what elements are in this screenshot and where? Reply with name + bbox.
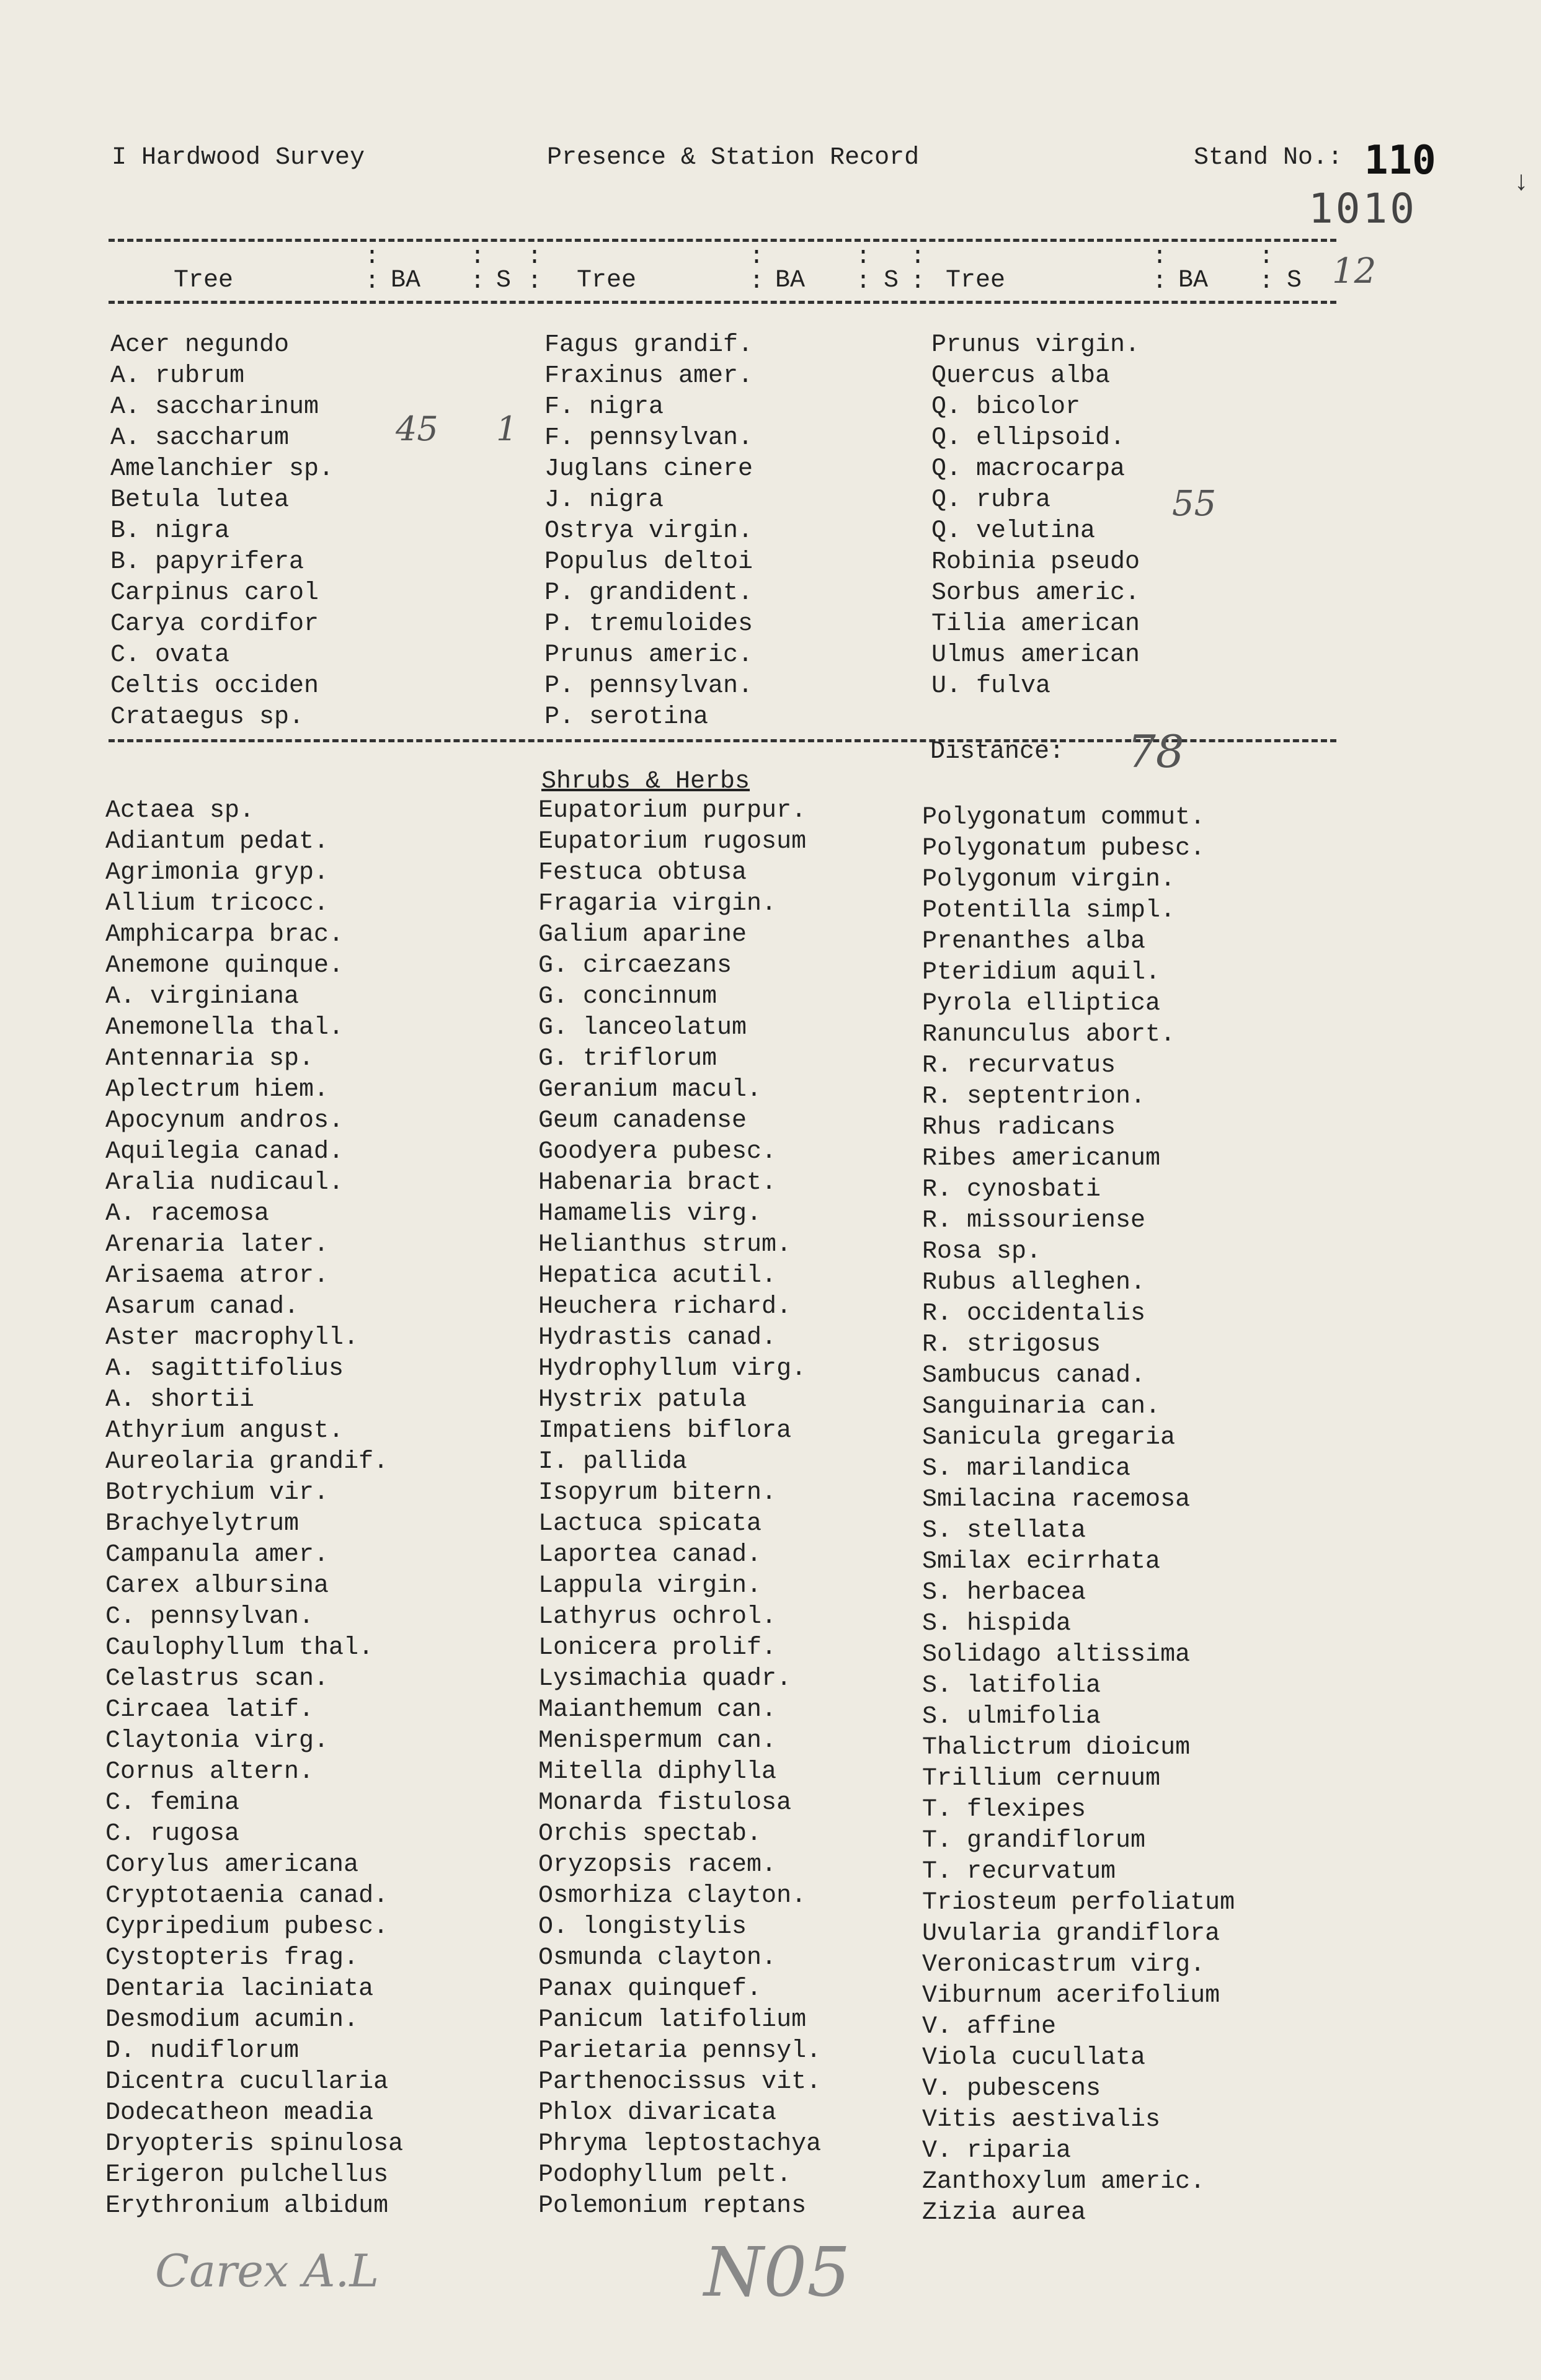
species-entry: G. concinnum <box>538 983 717 1011</box>
s-column-header-3: S <box>1287 267 1302 295</box>
species-entry: Fraxinus amer. <box>544 362 753 390</box>
species-entry: F. pennsylvan. <box>544 424 753 452</box>
species-entry: Sambucus canad. <box>922 1362 1146 1390</box>
species-entry: C. pennsylvan. <box>105 1603 314 1631</box>
species-entry: A. saccharum <box>110 424 290 452</box>
species-entry: Q. ellipsoid. <box>931 424 1126 452</box>
species-entry: Carya cordifor <box>110 610 319 638</box>
species-entry: Acer negundo <box>110 331 290 359</box>
species-entry: Agrimonia gryp. <box>105 859 329 887</box>
species-entry: A. saccharinum <box>110 393 319 421</box>
distance-label: Distance: <box>930 738 1065 766</box>
species-entry: Q. macrocarpa <box>931 455 1126 483</box>
species-entry: Eupatorium rugosum <box>538 828 807 856</box>
species-entry: B. nigra <box>110 517 230 545</box>
column-separator: : : <box>470 243 486 296</box>
survey-title: I Hardwood Survey <box>112 144 365 172</box>
handwritten-bottom-note: Carex A.L <box>155 2245 380 2297</box>
species-entry: Festuca obtusa <box>538 859 747 887</box>
species-entry: Adiantum pedat. <box>105 828 329 856</box>
species-entry: Ribes americanum <box>922 1145 1161 1173</box>
species-entry: Prenanthes alba <box>922 928 1146 956</box>
species-entry: Circaea latif. <box>105 1696 314 1724</box>
species-entry: Polemonium reptans <box>538 2192 807 2220</box>
species-entry: Aquilegia canad. <box>105 1138 344 1166</box>
species-entry: Uvularia grandiflora <box>922 1920 1220 1948</box>
species-entry: Ranunculus abort. <box>922 1021 1176 1049</box>
species-entry: Ostrya virgin. <box>544 517 753 545</box>
species-entry: Cornus altern. <box>105 1758 314 1786</box>
species-entry: R. missouriense <box>922 1207 1146 1235</box>
species-entry: Veronicastrum virg. <box>922 1951 1206 1979</box>
species-entry: Impatiens biflora <box>538 1417 792 1445</box>
species-entry: Sorbus americ. <box>931 579 1140 607</box>
species-entry: Aster macrophyll. <box>105 1324 359 1352</box>
species-entry: Anemonella thal. <box>105 1014 344 1042</box>
species-entry: T. grandiflorum <box>922 1827 1146 1855</box>
species-entry: Geranium macul. <box>538 1076 762 1104</box>
species-entry: Tilia american <box>931 610 1140 638</box>
species-entry: Lonicera prolif. <box>538 1634 777 1662</box>
species-entry: Parthenocissus vit. <box>538 2068 822 2096</box>
species-entry: Aralia nudicaul. <box>105 1169 344 1197</box>
species-entry: Thalictrum dioicum <box>922 1734 1191 1762</box>
stand-label: Stand No.: <box>1194 144 1343 172</box>
species-entry: Corylus americana <box>105 1851 359 1879</box>
species-entry: D. nudiflorum <box>105 2037 300 2065</box>
species-entry: Goodyera pubesc. <box>538 1138 777 1166</box>
species-entry: Q. rubra <box>931 486 1051 514</box>
species-entry: P. grandident. <box>544 579 753 607</box>
species-entry: Phryma leptostachya <box>538 2130 822 2158</box>
species-entry: V. affine <box>922 2013 1057 2041</box>
species-entry: Celtis occiden <box>110 672 319 700</box>
s-column-header-2: S <box>884 267 899 295</box>
species-entry: Dicentra cucullaria <box>105 2068 389 2096</box>
species-entry: Ulmus american <box>931 641 1140 669</box>
species-entry: Sanicula gregaria <box>922 1424 1176 1452</box>
column-separator: : : <box>856 243 871 296</box>
species-entry: V. pubescens <box>922 2075 1101 2103</box>
species-entry: Eupatorium purpur. <box>538 797 807 825</box>
shrubs-herbs-heading: Shrubs & Herbs <box>541 768 750 796</box>
handwritten-s-value: 1 <box>496 409 518 448</box>
species-entry: Dryopteris spinulosa <box>105 2130 404 2158</box>
species-entry: P. tremuloides <box>544 610 753 638</box>
species-entry: A. rubrum <box>110 362 245 390</box>
species-entry: Laportea canad. <box>538 1541 762 1569</box>
record-title: Presence & Station Record <box>547 144 920 172</box>
species-entry: Panicum latifolium <box>538 2006 807 2034</box>
species-entry: Pyrola elliptica <box>922 990 1161 1018</box>
column-separator: : : <box>910 243 926 296</box>
species-entry: Robinia pseudo <box>931 548 1140 576</box>
species-entry: Juglans cinere <box>544 455 753 483</box>
stamp-number: 1010 <box>1308 185 1417 233</box>
handwritten-distance-value: 78 <box>1127 726 1184 778</box>
stand-number: 110 <box>1364 138 1436 184</box>
species-entry: A. virginiana <box>105 983 300 1011</box>
species-entry: C. ovata <box>110 641 230 669</box>
species-entry: Amphicarpa brac. <box>105 921 344 949</box>
species-entry: Isopyrum bitern. <box>538 1479 777 1507</box>
species-entry: Erythronium albidum <box>105 2192 389 2220</box>
species-entry: Asarum canad. <box>105 1293 300 1321</box>
species-entry: Panax quinquef. <box>538 1975 762 2003</box>
herb-list-col-3 <box>922 802 1235 2229</box>
species-entry: Vitis aestivalis <box>922 2106 1161 2134</box>
species-entry: A. racemosa <box>105 1200 270 1228</box>
handwritten-margin-number: 12 <box>1332 251 1377 291</box>
species-entry: Rosa sp. <box>922 1238 1042 1266</box>
species-entry: Trillium cernuum <box>922 1765 1161 1793</box>
tree-list-col-1 <box>110 330 334 733</box>
column-separator: : : <box>1152 243 1168 296</box>
species-entry: G. triflorum <box>538 1045 717 1073</box>
species-entry: Aplectrum hiem. <box>105 1076 329 1104</box>
species-entry: I. pallida <box>538 1448 688 1476</box>
species-entry: S. hispida <box>922 1610 1072 1638</box>
s-column-header-1: S <box>496 267 512 295</box>
species-entry: Sanguinaria can. <box>922 1393 1161 1421</box>
species-entry: Geum canadense <box>538 1107 747 1135</box>
species-entry: Osmorhiza clayton. <box>538 1882 807 1910</box>
species-entry: Oryzopsis racem. <box>538 1851 777 1879</box>
species-entry: Carpinus carol <box>110 579 319 607</box>
species-entry: Campanula amer. <box>105 1541 329 1569</box>
species-entry: Lappula virgin. <box>538 1572 762 1600</box>
species-entry: Arenaria later. <box>105 1231 329 1259</box>
species-entry: Pteridium aquil. <box>922 959 1161 987</box>
ba-column-header-1: BA <box>391 267 421 295</box>
species-entry: Heuchera richard. <box>538 1293 792 1321</box>
species-entry: Zizia aurea <box>922 2199 1086 2227</box>
species-entry: V. riparia <box>922 2137 1072 2165</box>
tree-list-col-2 <box>544 330 753 733</box>
species-entry: Phlox divaricata <box>538 2099 777 2127</box>
species-entry: Apocynum andros. <box>105 1107 344 1135</box>
species-entry: Actaea sp. <box>105 797 255 825</box>
herb-list-col-1 <box>105 796 403 2222</box>
species-entry: Erigeron pulchellus <box>105 2161 389 2189</box>
species-entry: A. shortii <box>105 1386 255 1414</box>
species-entry: Dodecatheon meadia <box>105 2099 374 2127</box>
species-entry: B. papyrifera <box>110 548 304 576</box>
species-entry: Smilacina racemosa <box>922 1486 1191 1514</box>
species-entry: S. ulmifolia <box>922 1703 1101 1731</box>
handwritten-ba-value: 45 <box>396 409 438 448</box>
dashed-rule-header <box>109 301 1336 304</box>
species-entry: Parietaria pennsyl. <box>538 2037 822 2065</box>
species-entry: Hepatica acutil. <box>538 1262 777 1290</box>
species-entry: Caulophyllum thal. <box>105 1634 374 1662</box>
species-entry: Mitella diphylla <box>538 1758 777 1786</box>
species-entry: R. strigosus <box>922 1331 1101 1359</box>
species-entry: Rubus alleghen. <box>922 1269 1146 1297</box>
margin-tick-mark: ↓ <box>1513 167 1530 198</box>
species-entry: Cryptotaenia canad. <box>105 1882 389 1910</box>
species-entry: Prunus americ. <box>544 641 753 669</box>
species-entry: Monarda fistulosa <box>538 1789 792 1817</box>
species-entry: Potentilla simpl. <box>922 897 1176 925</box>
species-entry: Aureolaria grandif. <box>105 1448 389 1476</box>
handwritten-bottom-mark: N05 <box>704 2232 851 2312</box>
species-entry: Desmodium acumin. <box>105 2006 359 2034</box>
species-entry: Maianthemum can. <box>538 1696 777 1724</box>
ba-column-header-2: BA <box>775 267 806 295</box>
species-entry: Anemone quinque. <box>105 952 344 980</box>
species-entry: Polygonum virgin. <box>922 866 1176 894</box>
ba-column-header-3: BA <box>1178 267 1209 295</box>
tree-column-header-3: Tree <box>946 267 1006 295</box>
species-entry: Prunus virgin. <box>931 331 1140 359</box>
species-entry: R. occidentalis <box>922 1300 1146 1328</box>
species-entry: R. cynosbati <box>922 1176 1101 1204</box>
species-entry: T. flexipes <box>922 1796 1086 1824</box>
species-entry: S. marilandica <box>922 1455 1131 1483</box>
species-entry: O. longistylis <box>538 1913 747 1941</box>
species-entry: S. latifolia <box>922 1672 1101 1700</box>
species-entry: Q. velutina <box>931 517 1096 545</box>
species-entry: Brachyelytrum <box>105 1510 300 1538</box>
species-entry: Menispermum can. <box>538 1727 777 1755</box>
species-entry: Rhus radicans <box>922 1114 1116 1142</box>
species-entry: Fagus grandif. <box>544 331 753 359</box>
species-entry: Allium tricocc. <box>105 890 329 918</box>
species-entry: U. fulva <box>931 672 1051 700</box>
species-entry: R. septentrion. <box>922 1083 1146 1111</box>
handwritten-ba-value-rubra: 55 <box>1172 484 1217 524</box>
species-entry: Lysimachia quadr. <box>538 1665 792 1693</box>
species-entry: S. stellata <box>922 1517 1086 1545</box>
tree-column-header-2: Tree <box>577 267 637 295</box>
column-separator: : : <box>527 243 543 296</box>
species-entry: P. pennsylvan. <box>544 672 753 700</box>
species-entry: Claytonia virg. <box>105 1727 329 1755</box>
tree-column-header-1: Tree <box>174 267 234 295</box>
species-entry: Amelanchier sp. <box>110 455 334 483</box>
species-entry: Hydrastis canad. <box>538 1324 777 1352</box>
species-entry: Habenaria bract. <box>538 1169 777 1197</box>
species-entry: Galium aparine <box>538 921 747 949</box>
species-entry: Cystopteris frag. <box>105 1944 359 1972</box>
species-entry: R. recurvatus <box>922 1052 1116 1080</box>
species-entry: Lactuca spicata <box>538 1510 762 1538</box>
species-entry: Hystrix patula <box>538 1386 747 1414</box>
species-entry: Viola cucullata <box>922 2044 1146 2072</box>
column-separator: : : <box>365 243 380 296</box>
species-entry: Hamamelis virg. <box>538 1200 762 1228</box>
species-entry: T. recurvatum <box>922 1858 1116 1886</box>
species-entry: C. rugosa <box>105 1820 240 1848</box>
species-entry: Polygonatum commut. <box>922 804 1206 832</box>
species-entry: Triosteum perfoliatum <box>922 1889 1235 1917</box>
species-entry: Helianthus strum. <box>538 1231 792 1259</box>
species-entry: C. femina <box>105 1789 240 1817</box>
species-entry: Betula lutea <box>110 486 290 514</box>
species-entry: Polygonatum pubesc. <box>922 835 1206 863</box>
species-entry: Smilax ecirrhata <box>922 1548 1161 1576</box>
species-entry: Celastrus scan. <box>105 1665 329 1693</box>
species-entry: Dentaria laciniata <box>105 1975 374 2003</box>
column-separator: : : <box>1259 243 1274 296</box>
species-entry: Osmunda clayton. <box>538 1944 777 1972</box>
species-entry: Viburnum acerifolium <box>922 1982 1220 2010</box>
species-entry: Orchis spectab. <box>538 1820 762 1848</box>
species-entry: Lathyrus ochrol. <box>538 1603 777 1631</box>
species-entry: Podophyllum pelt. <box>538 2161 792 2189</box>
dashed-rule-top <box>109 239 1336 242</box>
species-entry: Arisaema atror. <box>105 1262 329 1290</box>
species-entry: Cypripedium pubesc. <box>105 1913 389 1941</box>
species-entry: Carex albursina <box>105 1572 329 1600</box>
species-entry: J. nigra <box>544 486 664 514</box>
species-entry: Athyrium angust. <box>105 1417 344 1445</box>
species-entry: Antennaria sp. <box>105 1045 314 1073</box>
species-entry: Botrychium vir. <box>105 1479 329 1507</box>
species-entry: P. serotina <box>544 703 709 731</box>
species-entry: Hydrophyllum virg. <box>538 1355 807 1383</box>
species-entry: Fragaria virgin. <box>538 890 777 918</box>
species-entry: Quercus alba <box>931 362 1111 390</box>
column-separator: : : <box>749 243 765 296</box>
species-entry: G. lanceolatum <box>538 1014 747 1042</box>
species-entry: Solidago altissima <box>922 1641 1191 1669</box>
species-entry: Crataegus sp. <box>110 703 304 731</box>
species-entry: S. herbacea <box>922 1579 1086 1607</box>
species-entry: F. nigra <box>544 393 664 421</box>
species-entry: G. circaezans <box>538 952 732 980</box>
species-entry: A. sagittifolius <box>105 1355 344 1383</box>
species-entry: Populus deltoi <box>544 548 753 576</box>
tree-list-col-3 <box>931 330 1140 702</box>
species-entry: Q. bicolor <box>931 393 1081 421</box>
species-entry: Zanthoxylum americ. <box>922 2168 1206 2196</box>
herb-list-col-2 <box>538 796 821 2222</box>
